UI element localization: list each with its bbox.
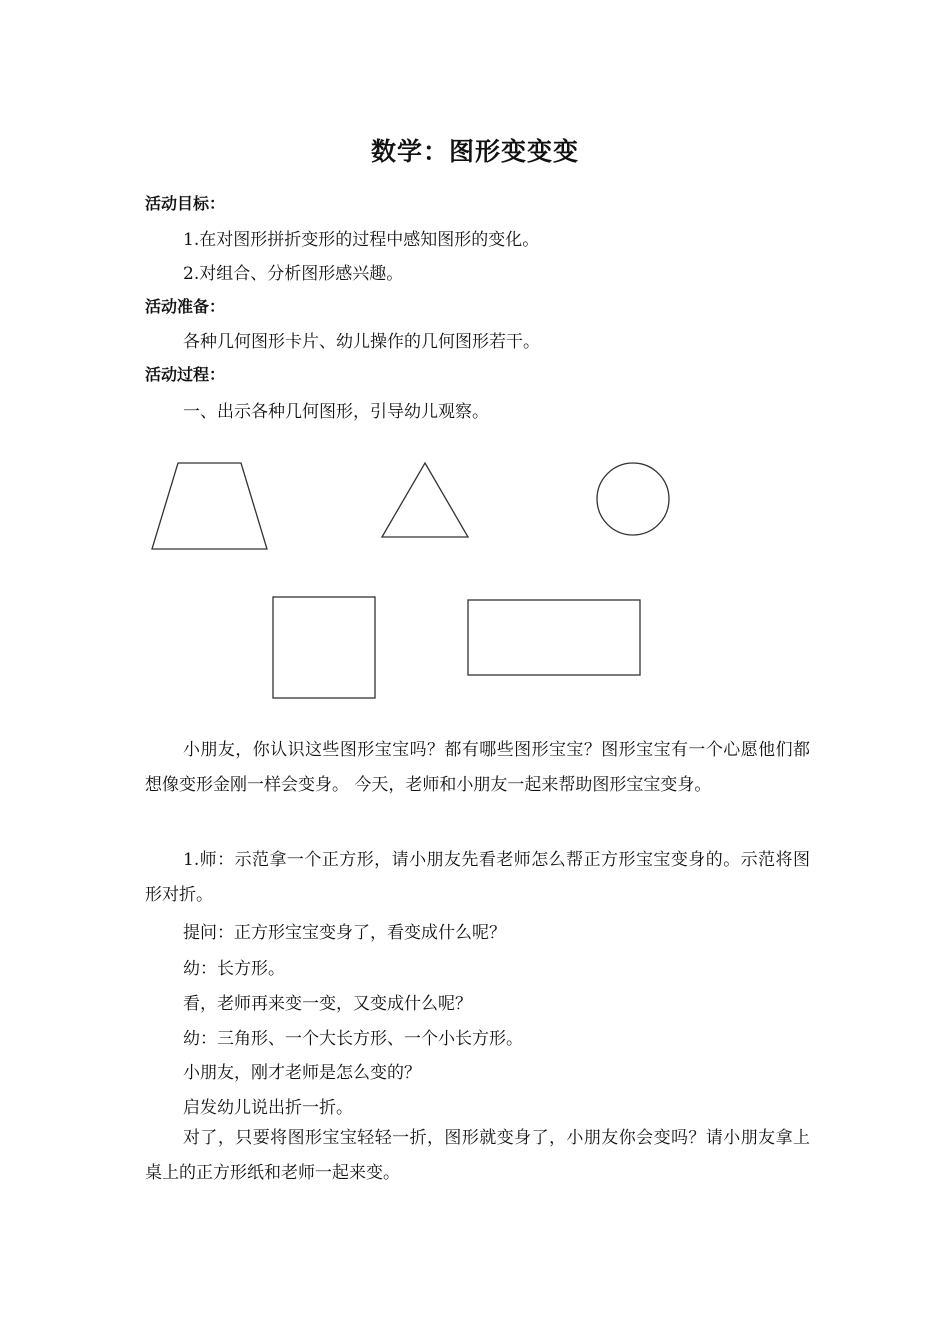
prep-text: 各种几何图形卡片、幼儿操作的几何图形若干。 <box>183 332 540 352</box>
goal-heading: 活动目标： <box>145 194 226 213</box>
answer-2: 幼：三角形、一个大长方形、一个小长方形。 <box>183 1029 523 1049</box>
document-title: 数学：图形变变变 <box>370 137 579 166</box>
prep-heading: 活动准备： <box>145 297 226 316</box>
answer-1: 幼：长方形。 <box>183 959 285 979</box>
closing-paragraph: 对了，只要将图形宝宝轻轻一折，图形就变身了，小朋友你会变吗？请小朋友拿上桌上的正方形纸和老师一起来变。 <box>145 1128 810 1183</box>
intro-paragraph: 小朋友，你认识这些图形宝宝吗？都有哪些图形宝宝？图形宝宝有一个心愿他们都想像变形金刚一样会变身。 今天，老师和小朋友一起来帮助图形宝宝变身。 <box>145 740 810 795</box>
rectangle-shape <box>468 600 640 675</box>
question-2: 看，老师再来变一变，又变成什么呢？ <box>183 994 472 1014</box>
trapezoid-shape <box>152 463 267 549</box>
goal-item-1: 1.在对图形拼折变形的过程中感知图形的变化。 <box>183 230 540 250</box>
hint-text: 启发幼儿说出折一折。 <box>183 1098 353 1118</box>
question-3: 小朋友，刚才老师是怎么变的？ <box>183 1063 421 1083</box>
demo-paragraph: 1.师：示范拿一个正方形，请小朋友先看老师怎么帮正方形宝宝变身的。示范将图形对折。 <box>145 850 810 905</box>
process-step-1: 一、出示各种几何图形，引导幼儿观察。 <box>183 402 489 422</box>
square-shape <box>273 597 375 698</box>
goal-item-2: 2.对组合、分析图形感兴趣。 <box>183 264 404 284</box>
question-1: 提问：正方形宝宝变身了，看变成什么呢？ <box>183 923 506 943</box>
circle-shape <box>597 463 669 535</box>
process-heading: 活动过程： <box>145 365 226 384</box>
triangle-shape <box>382 463 468 537</box>
